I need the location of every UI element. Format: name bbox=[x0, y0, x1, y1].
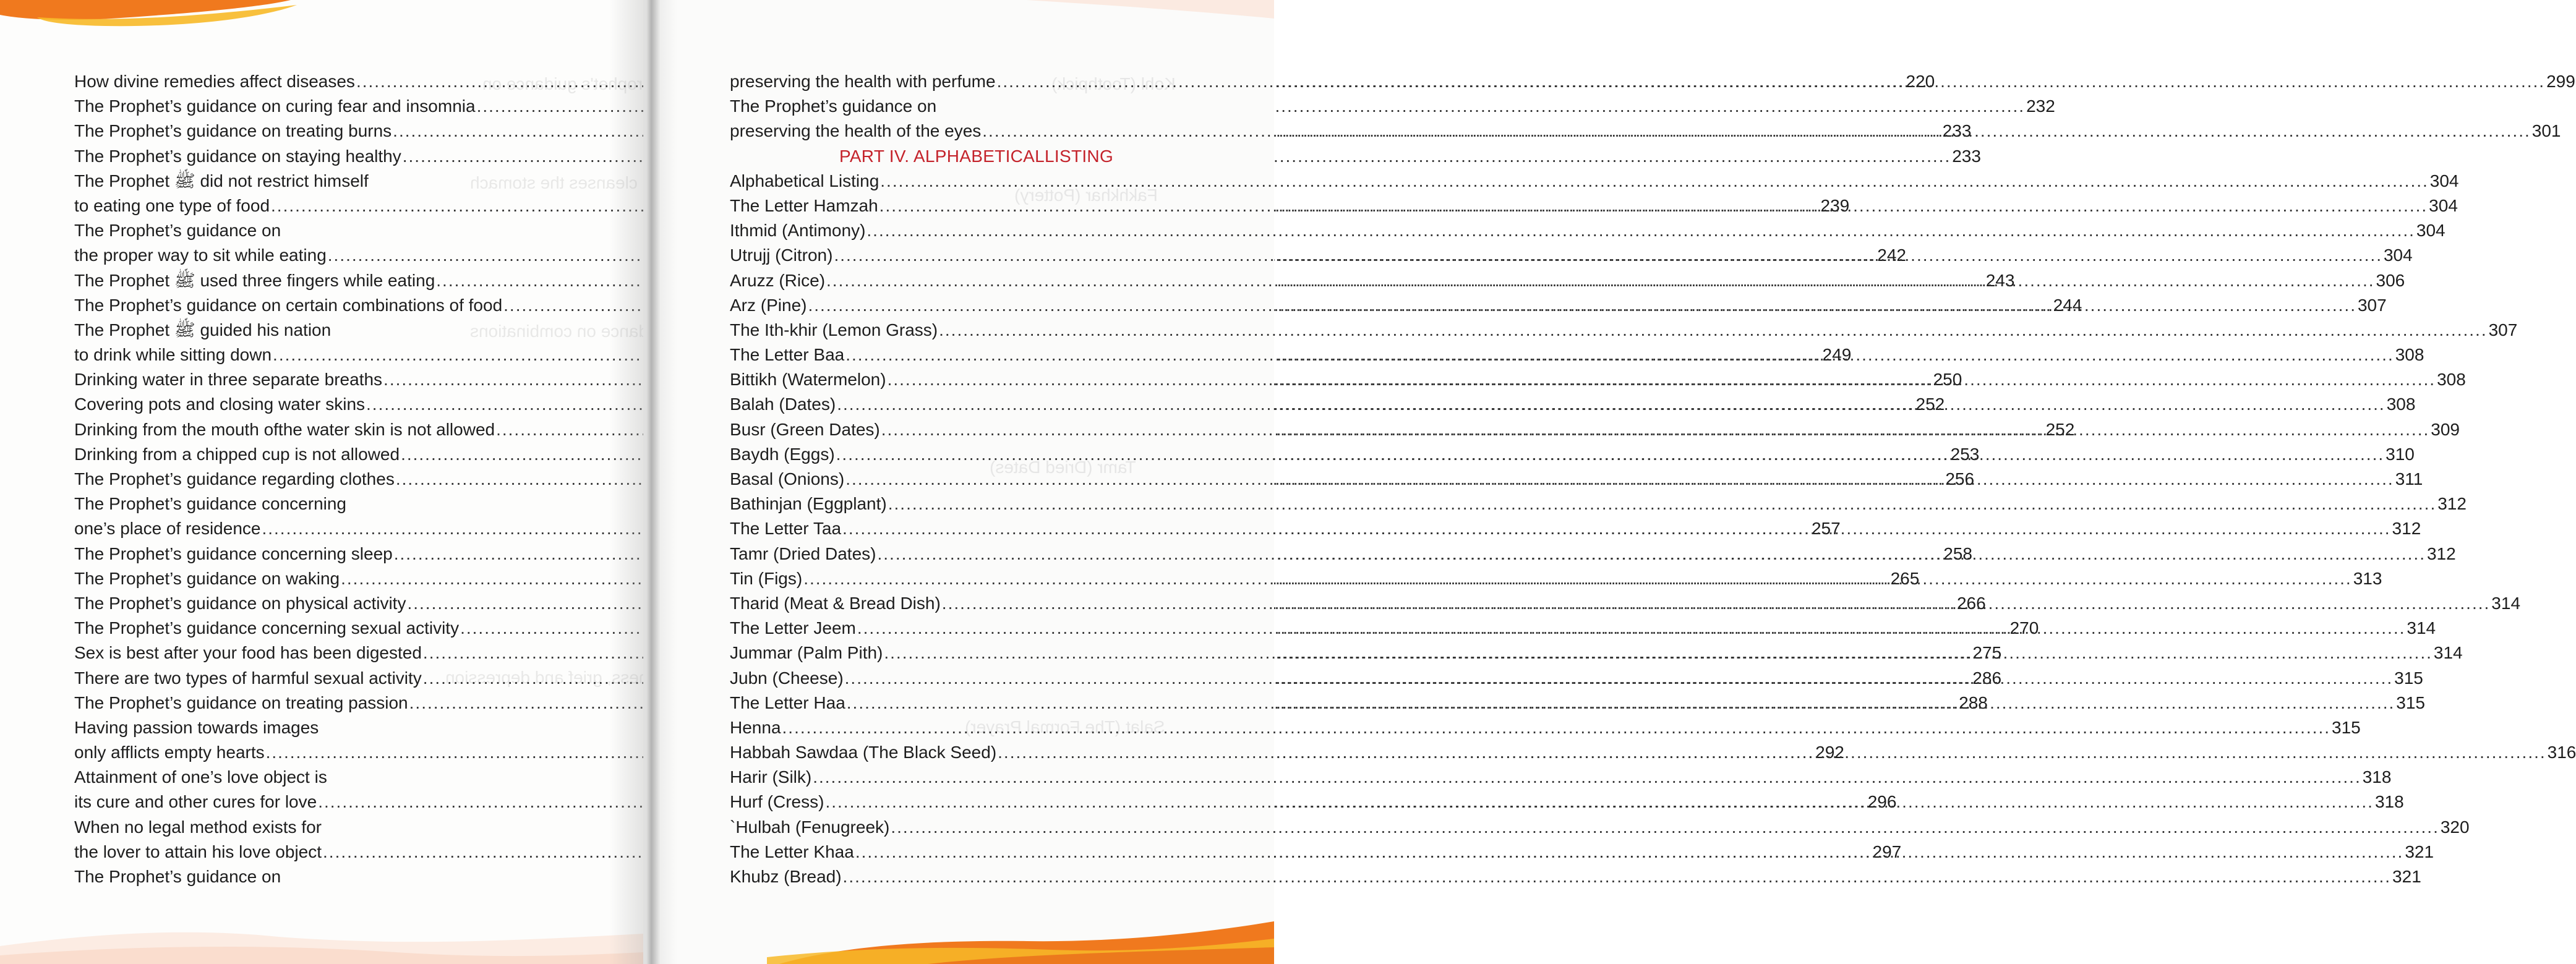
dot-leader bbox=[843, 864, 2392, 889]
dot-leader bbox=[808, 293, 2356, 318]
toc-entry-title: Drinking from the mouth ofthe water skin is not allowed bbox=[74, 419, 495, 439]
toc-entry-title: Covering pots and closing water skins bbox=[74, 395, 366, 414]
toc-entry-title: Aruzz (Rice) bbox=[730, 270, 826, 290]
toc-entry[interactable] bbox=[730, 218, 2445, 243]
toc-entry-title: Hurf (Cress) bbox=[730, 792, 824, 812]
show-through-text: Fakhkhar (Pottery) bbox=[1014, 186, 1158, 205]
toc-entry-title: its cure and other cures for love bbox=[74, 792, 317, 812]
dot-leader bbox=[837, 392, 2386, 417]
toc-entry-page: 233 bbox=[1952, 146, 1981, 166]
toc-entry-title: Jummar (Palm Pith) bbox=[730, 643, 883, 663]
toc-entry-title: `Hulbah (Fenugreek) bbox=[730, 817, 890, 837]
toc-entry-title: The Prophet’s guidance on waking bbox=[74, 568, 340, 588]
dot-leader bbox=[834, 243, 2382, 268]
toc-entry-page: 266 bbox=[1956, 593, 1986, 613]
toc-entry-page: 239 bbox=[1820, 195, 1850, 215]
toc-entry-title: When no legal method exists for bbox=[74, 817, 322, 837]
toc-entry[interactable] bbox=[730, 318, 2518, 343]
toc-entry-title: The Prophet’s guidance on bbox=[74, 221, 281, 241]
toc-entry-page: 304 bbox=[2429, 195, 2458, 215]
toc-entry-title: The Prophet’s guidance on bbox=[74, 867, 281, 886]
toc-entry-page: 252 bbox=[2045, 419, 2075, 439]
toc-entry-title: Drinking water in three separate breaths bbox=[74, 370, 383, 390]
toc-entry-title: Baydh (Eggs) bbox=[730, 444, 835, 464]
toc-entry[interactable] bbox=[730, 169, 2459, 194]
top-left-wave-decoration bbox=[0, 0, 322, 37]
toc-entry-page: 306 bbox=[2376, 270, 2405, 290]
toc-entry-page: 233 bbox=[1942, 121, 1972, 141]
toc-entry-page: 256 bbox=[1945, 469, 1975, 488]
toc-entry[interactable] bbox=[730, 492, 2467, 516]
toc-entry-page: 297 bbox=[1872, 842, 1902, 861]
toc-entry-page: 314 bbox=[2491, 593, 2521, 613]
dot-leader bbox=[842, 516, 2391, 541]
dot-leader bbox=[855, 840, 2404, 864]
toc-entry-first-line[interactable] bbox=[74, 815, 576, 840]
toc-entry-title: The Prophet ﷺ used three fingers while eating bbox=[74, 270, 435, 290]
dot-leader bbox=[867, 218, 2415, 243]
toc-entry-page: 292 bbox=[1815, 743, 1844, 762]
toc-entry-first-line[interactable] bbox=[74, 218, 576, 243]
toc-entry[interactable] bbox=[730, 715, 2361, 740]
top-right-wave-decoration bbox=[1027, 0, 1274, 25]
toc-entry-title: Bittikh (Watermelon) bbox=[730, 370, 886, 390]
toc-entry-title: The Letter Taa bbox=[730, 519, 842, 539]
toc-entry-title: Khubz (Bread) bbox=[730, 867, 842, 886]
bottom-left-wave-decoration bbox=[0, 909, 643, 964]
toc-entry-title: The Prophet’s guidance on staying healthy bbox=[74, 146, 401, 166]
dot-leader bbox=[879, 194, 2428, 218]
toc-entry-page: 296 bbox=[1867, 792, 1897, 812]
toc-entry-page: 258 bbox=[1943, 544, 1972, 563]
toc-entry-title: The Prophet’s guidance on certain combinations of food bbox=[74, 295, 503, 315]
dot-leader bbox=[884, 641, 2433, 665]
toc-entry-title: The Prophet’s guidance on bbox=[730, 96, 937, 116]
toc-entry-page: 257 bbox=[1811, 519, 1841, 539]
toc-entry-title: Ithmid (Antimony) bbox=[730, 221, 866, 241]
toc-entry-page: 275 bbox=[1972, 643, 2002, 663]
toc-entry-page: 242 bbox=[1877, 245, 1906, 265]
toc-entry-title: The Prophet’s guidance concerning bbox=[74, 494, 347, 514]
toc-entry-page: 312 bbox=[2426, 544, 2456, 563]
dot-leader bbox=[845, 666, 2394, 691]
toc-entry-title: Arz (Pine) bbox=[730, 295, 807, 315]
toc-entry-title: The Prophet’s guidance on treating passion bbox=[74, 693, 408, 712]
toc-entry-title: only afflicts empty hearts bbox=[74, 743, 265, 762]
toc-entry-first-line[interactable] bbox=[74, 492, 576, 516]
toc-entry[interactable] bbox=[730, 864, 2421, 889]
show-through-text: Prophet's guidance on bbox=[482, 74, 654, 93]
toc-entry-title: Bathinjan (Eggplant) bbox=[730, 494, 887, 514]
toc-entry-page: 310 bbox=[2386, 444, 2415, 464]
toc-entry-title: to drink while sitting down bbox=[74, 345, 272, 365]
toc-entry-page: 299 bbox=[2546, 72, 2575, 91]
toc-entry-title: The Prophet’s guidance concerning sleep bbox=[74, 544, 393, 563]
toc-entry-title: The Prophet ﷺ guided his nation bbox=[74, 320, 332, 339]
toc-entry-page: 315 bbox=[2396, 693, 2425, 712]
toc-entry-page: 249 bbox=[1822, 345, 1852, 365]
toc-entry-title: Sex is best after your food has been digested bbox=[74, 643, 422, 663]
toc-entry-page: 304 bbox=[2416, 221, 2445, 241]
toc-entry-title: preserving the health with perfume bbox=[730, 72, 996, 91]
toc-entry-first-line[interactable] bbox=[74, 318, 576, 343]
dot-leader bbox=[803, 566, 2352, 591]
toc-entry-page: 307 bbox=[2357, 295, 2387, 315]
toc-entry-page: 312 bbox=[2392, 519, 2421, 539]
toc-entry-page: 286 bbox=[1972, 668, 2002, 688]
toc-entry-title: Attainment of one’s love object is bbox=[74, 767, 327, 787]
show-through-text: Vomiting cleanses the stomach bbox=[470, 173, 709, 192]
dot-leader bbox=[881, 417, 2430, 442]
toc-entry-page: 288 bbox=[1959, 693, 1988, 712]
toc-entry-page: 244 bbox=[2053, 295, 2082, 315]
toc-entry-title: the lover to attain his love object bbox=[74, 842, 322, 861]
toc-entry-title: The Letter Jeem bbox=[730, 618, 856, 638]
dot-leader bbox=[847, 691, 2395, 715]
toc-entry-title: Jubn (Cheese) bbox=[730, 668, 844, 688]
toc-entry-title: Busr (Green Dates) bbox=[730, 419, 880, 439]
toc-entry-title: The Ith-khir (Lemon Grass) bbox=[730, 320, 938, 339]
toc-entry-title: The Prophet’s guidance concerning sexual activity bbox=[74, 618, 460, 638]
toc-entry-title: Basal (Onions) bbox=[730, 469, 845, 488]
toc-entry-title: Henna bbox=[730, 717, 781, 737]
toc-entry-page: 308 bbox=[2395, 345, 2424, 365]
toc-entry-page: 308 bbox=[2386, 395, 2416, 414]
toc-entry-title: The Letter Hamzah bbox=[730, 195, 878, 215]
toc-entry-title: Having passion towards images bbox=[74, 717, 319, 737]
toc-entry-title: the proper way to sit while eating bbox=[74, 245, 327, 265]
toc-entry-title: The Letter Haa bbox=[730, 693, 845, 712]
toc-entry-page: 253 bbox=[1950, 444, 1980, 464]
toc-entry-page: 315 bbox=[2394, 668, 2423, 688]
toc-entry-title: The Prophet’s guidance on physical activity bbox=[74, 593, 406, 613]
toc-entry-page: 252 bbox=[1915, 395, 1945, 414]
toc-entry-page: 312 bbox=[2437, 494, 2467, 514]
toc-entry-first-line[interactable] bbox=[74, 169, 576, 194]
toc-entry-page: 250 bbox=[1933, 370, 1962, 390]
toc-entry-title: The Prophet’s guidance on curing fear and insomnia bbox=[74, 96, 476, 116]
toc-entry-title: Utrujj (Citron) bbox=[730, 245, 833, 265]
dot-leader bbox=[939, 318, 2488, 343]
dot-leader bbox=[891, 815, 2439, 840]
show-through-text: Tamr (Dried Dates) bbox=[990, 458, 1136, 477]
dot-leader bbox=[857, 616, 2406, 641]
toc-entry-first-line[interactable] bbox=[74, 765, 576, 790]
show-through-text: sadness, grief and depression bbox=[445, 668, 677, 687]
toc-entry-first-line[interactable] bbox=[74, 864, 576, 889]
toc-entry-first-line[interactable] bbox=[74, 715, 576, 740]
toc-entry-first-line[interactable] bbox=[730, 94, 1235, 119]
dot-leader bbox=[888, 367, 2436, 392]
dot-leader bbox=[826, 268, 2375, 293]
dot-leader bbox=[877, 542, 2426, 566]
toc-entry-page: 232 bbox=[2026, 96, 2055, 116]
toc-entry-page: 308 bbox=[2437, 370, 2466, 390]
dot-leader bbox=[998, 740, 2546, 765]
toc-entry-page: 304 bbox=[2383, 245, 2413, 265]
toc-entry-page: 314 bbox=[2407, 618, 2436, 638]
toc-entry-title: preserving the health of the eyes bbox=[730, 121, 982, 141]
toc-entry-page: 304 bbox=[2429, 171, 2459, 190]
show-through-text: The Prophet's guidance on combinations bbox=[470, 322, 784, 341]
dot-leader bbox=[845, 343, 2394, 367]
toc-entry-page: 318 bbox=[2362, 767, 2392, 787]
toc-entry-page: 311 bbox=[2395, 469, 2423, 488]
toc-entry-title: Alphabetical Listing bbox=[730, 171, 879, 190]
toc-entry-title: The Prophet’s guidance regarding clothes bbox=[74, 469, 395, 488]
toc-entry-title: The Letter Baa bbox=[730, 345, 845, 365]
toc-entry-page: 321 bbox=[2392, 867, 2421, 886]
toc-entry-title: Tharid (Meat & Bread Dish) bbox=[730, 593, 941, 613]
toc-entry-title: to eating one type of food bbox=[74, 195, 270, 215]
toc-entry-page: 265 bbox=[1890, 568, 1920, 588]
toc-entry-title: Harir (Silk) bbox=[730, 767, 812, 787]
toc-entry-title: How divine remedies affect diseases bbox=[74, 72, 355, 91]
toc-entry-title: Tamr (Dried Dates) bbox=[730, 544, 876, 563]
dot-leader bbox=[825, 790, 2374, 814]
toc-entry-page: 315 bbox=[2332, 717, 2361, 737]
toc-entry-page: 316 bbox=[2547, 743, 2576, 762]
toc-entry-page: 270 bbox=[2009, 618, 2039, 638]
dot-leader bbox=[942, 591, 2491, 616]
toc-entry-title: Tin (Figs) bbox=[730, 568, 803, 588]
dot-leader bbox=[880, 169, 2429, 194]
dot-leader bbox=[782, 715, 2331, 740]
toc-entry-title: The Prophet’s guidance on treating burns bbox=[74, 121, 392, 141]
toc-entry-page: 314 bbox=[2433, 643, 2463, 663]
toc-entry[interactable] bbox=[730, 815, 2470, 840]
toc-entry-title: Drinking from a chipped cup is not allowed bbox=[74, 444, 400, 464]
toc-entry-page: 318 bbox=[2374, 792, 2404, 812]
toc-entry-page: 321 bbox=[2405, 842, 2434, 861]
toc-entry-title: There are two types of harmful sexual activity bbox=[74, 668, 422, 688]
dot-leader bbox=[813, 765, 2361, 790]
toc-entry-title: one’s place of residence bbox=[74, 519, 261, 539]
part-heading: PART IV. ALPHABETICALLISTING bbox=[839, 146, 1114, 166]
bottom-right-wave-decoration bbox=[767, 909, 1274, 964]
toc-entry[interactable] bbox=[730, 765, 2392, 790]
toc-entry-title: The Letter Khaa bbox=[730, 842, 854, 861]
dot-leader bbox=[982, 119, 2531, 143]
toc-entry-page: 307 bbox=[2488, 320, 2518, 339]
toc-entry-title: Balah (Dates) bbox=[730, 395, 836, 414]
dot-leader bbox=[997, 69, 2546, 94]
toc-entry-title: Habbah Sawdaa (The Black Seed) bbox=[730, 743, 997, 762]
toc-entry-title: The Prophet ﷺ did not restrict himself bbox=[74, 171, 369, 190]
toc-entry-page: 320 bbox=[2440, 817, 2470, 837]
toc-entry-page: 313 bbox=[2353, 568, 2382, 588]
dot-leader bbox=[836, 442, 2385, 467]
toc-entry-page: 309 bbox=[2431, 419, 2460, 439]
toc-entry-page: 243 bbox=[1985, 270, 2015, 290]
toc-entry-page: 301 bbox=[2531, 121, 2561, 141]
dot-leader bbox=[888, 492, 2437, 516]
dot-leader bbox=[845, 467, 2394, 492]
show-through-text: Salat (The Formal Prayer) bbox=[965, 717, 1165, 736]
toc-entry-page: 220 bbox=[1906, 72, 1935, 91]
show-through-text: Kohl (Toothpick) bbox=[1051, 74, 1176, 93]
toc-entry[interactable] bbox=[74, 94, 2055, 119]
